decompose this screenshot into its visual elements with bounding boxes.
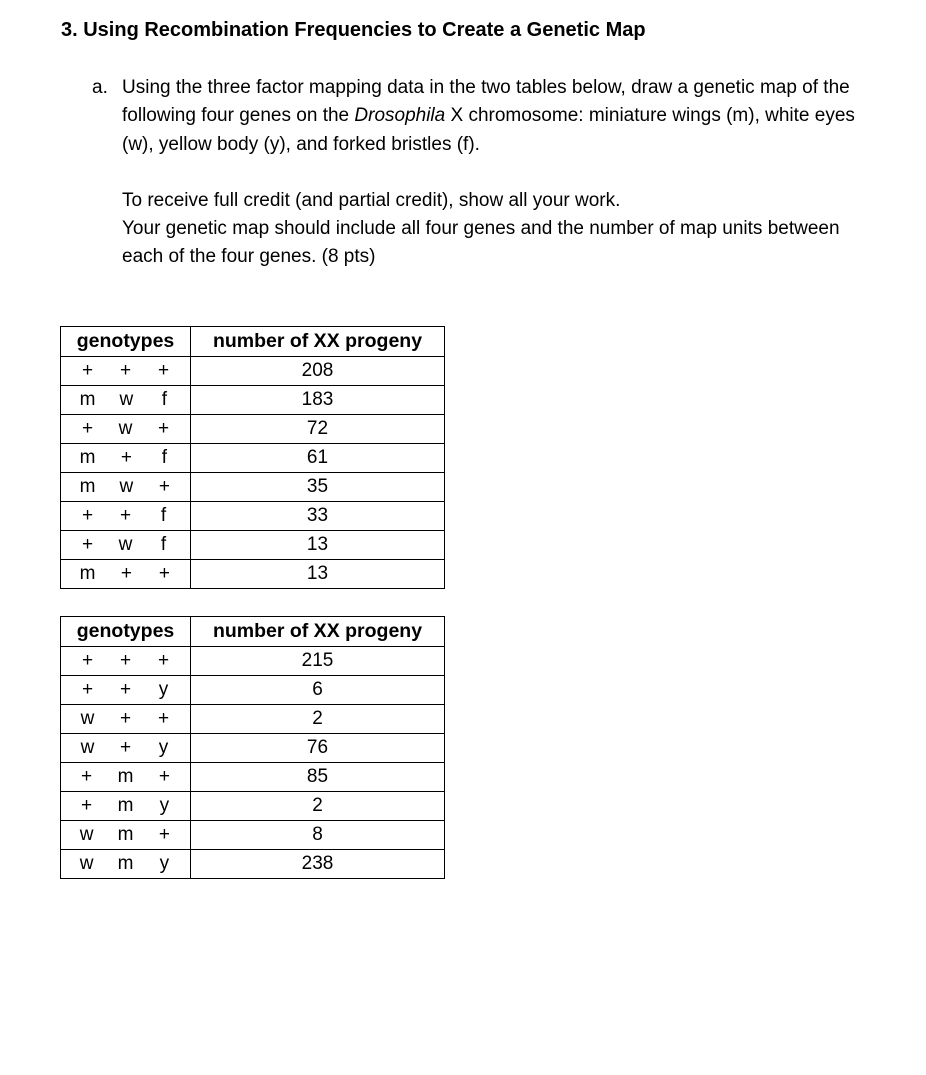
table-row bbox=[61, 850, 445, 879]
table-header-row bbox=[61, 327, 445, 357]
progeny-header: number of XX progeny bbox=[191, 617, 445, 647]
genotypes-header: genotypes bbox=[61, 327, 191, 357]
table-row bbox=[61, 357, 445, 386]
allele: f bbox=[160, 505, 167, 526]
progeny-count: 183 bbox=[191, 386, 445, 415]
progeny-count: 208 bbox=[191, 357, 445, 386]
progeny-count: 85 bbox=[191, 763, 445, 792]
allele: + bbox=[119, 708, 132, 729]
genotype-cell bbox=[61, 560, 191, 589]
allele: + bbox=[119, 737, 132, 758]
allele: m bbox=[117, 795, 134, 816]
table-row bbox=[61, 734, 445, 763]
intro-text-1: Using the three factor mapping data in the two tables below, draw a genetic map of the following four genes on the bbox=[122, 77, 850, 127]
progeny-count: 76 bbox=[191, 734, 445, 763]
allele: w bbox=[118, 418, 133, 439]
allele: w bbox=[79, 824, 94, 845]
table-row bbox=[61, 415, 445, 444]
allele: w bbox=[119, 476, 134, 497]
allele: + bbox=[81, 505, 94, 526]
allele: + bbox=[81, 418, 94, 439]
genotype-cell bbox=[61, 792, 191, 821]
progeny-count: 33 bbox=[191, 502, 445, 531]
allele: w bbox=[80, 737, 95, 758]
genotype-cell bbox=[61, 415, 191, 444]
allele: m bbox=[79, 447, 96, 468]
allele: f bbox=[160, 534, 167, 555]
genotype-cell bbox=[61, 705, 191, 734]
allele: y bbox=[158, 737, 169, 758]
part-a-marker: a. bbox=[92, 77, 108, 98]
progeny-count: 35 bbox=[191, 473, 445, 502]
table-row bbox=[61, 705, 445, 734]
allele: m bbox=[79, 389, 96, 410]
allele: + bbox=[157, 360, 170, 381]
allele: y bbox=[159, 795, 170, 816]
genotype-cell bbox=[61, 821, 191, 850]
allele: + bbox=[158, 563, 170, 584]
genotype-cell bbox=[61, 357, 191, 386]
genotype-cell bbox=[61, 763, 191, 792]
progeny-count: 215 bbox=[191, 647, 445, 676]
progeny-count: 13 bbox=[191, 560, 445, 589]
allele: + bbox=[158, 824, 170, 845]
allele: + bbox=[158, 476, 170, 497]
progeny-count: 61 bbox=[191, 444, 445, 473]
progeny-header: number of XX progeny bbox=[191, 327, 445, 357]
allele: + bbox=[81, 679, 94, 700]
allele: + bbox=[157, 418, 170, 439]
table-row bbox=[61, 444, 445, 473]
allele: + bbox=[120, 563, 132, 584]
allele: + bbox=[81, 766, 93, 787]
allele: m bbox=[79, 476, 96, 497]
allele: w bbox=[79, 853, 94, 874]
allele: + bbox=[119, 360, 132, 381]
allele: w bbox=[119, 389, 134, 410]
progeny-count: 13 bbox=[191, 531, 445, 560]
genotype-cell bbox=[61, 473, 191, 502]
genotype-cell bbox=[61, 734, 191, 763]
table-row bbox=[61, 560, 445, 589]
genotype-cell bbox=[61, 850, 191, 879]
part-a-intro bbox=[122, 74, 872, 159]
allele: m bbox=[79, 563, 96, 584]
allele: + bbox=[157, 708, 170, 729]
allele: y bbox=[158, 679, 169, 700]
allele: f bbox=[161, 389, 168, 410]
table-header-row bbox=[61, 617, 445, 647]
genotype-cell bbox=[61, 676, 191, 705]
allele: + bbox=[81, 650, 94, 671]
genotype-cell bbox=[61, 444, 191, 473]
part-a-instruction-2: Your genetic map should include all four genes and the number of map units between each of the four genes. (8 pts) bbox=[122, 218, 840, 268]
allele: + bbox=[81, 360, 94, 381]
genotype-cell bbox=[61, 647, 191, 676]
table-row bbox=[61, 763, 445, 792]
table-row bbox=[61, 647, 445, 676]
allele: + bbox=[158, 766, 170, 787]
allele: + bbox=[120, 447, 132, 468]
progeny-count: 238 bbox=[191, 850, 445, 879]
table-row bbox=[61, 792, 445, 821]
allele: + bbox=[81, 534, 94, 555]
allele: + bbox=[81, 795, 93, 816]
progeny-count: 2 bbox=[191, 705, 445, 734]
table-row bbox=[61, 502, 445, 531]
species-name: Drosophila bbox=[354, 105, 446, 127]
allele: m bbox=[117, 766, 134, 787]
mapping-table-2 bbox=[60, 616, 445, 879]
allele: + bbox=[119, 650, 132, 671]
table-row bbox=[61, 531, 445, 560]
allele: w bbox=[118, 534, 133, 555]
table-row bbox=[61, 386, 445, 415]
section-heading: 3. Using Recombination Frequencies to Create a Genetic Map bbox=[61, 19, 646, 41]
genotype-cell bbox=[61, 531, 191, 560]
progeny-count: 8 bbox=[191, 821, 445, 850]
allele: m bbox=[117, 824, 134, 845]
allele: + bbox=[157, 650, 170, 671]
allele: + bbox=[119, 679, 132, 700]
table-row bbox=[61, 821, 445, 850]
allele: y bbox=[159, 853, 170, 874]
progeny-count: 6 bbox=[191, 676, 445, 705]
progeny-count: 2 bbox=[191, 792, 445, 821]
genotype-cell bbox=[61, 502, 191, 531]
allele: m bbox=[117, 853, 134, 874]
table-1-body bbox=[61, 357, 445, 589]
table-row bbox=[61, 676, 445, 705]
part-a-body bbox=[122, 74, 872, 272]
allele: f bbox=[161, 447, 168, 468]
progeny-count: 72 bbox=[191, 415, 445, 444]
table-2-body bbox=[61, 647, 445, 879]
allele: + bbox=[119, 505, 132, 526]
genotypes-header: genotypes bbox=[61, 617, 191, 647]
mapping-table-1 bbox=[60, 326, 445, 589]
intro-text-2: X chromosome: miniature wings (m), white eyes (w), yellow body (y), and forked bristles (f). bbox=[122, 105, 855, 155]
allele: w bbox=[80, 708, 95, 729]
table-row bbox=[61, 473, 445, 502]
part-a-instruction-1: To receive full credit (and partial credit), show all your work. bbox=[122, 189, 621, 211]
genotype-cell bbox=[61, 386, 191, 415]
